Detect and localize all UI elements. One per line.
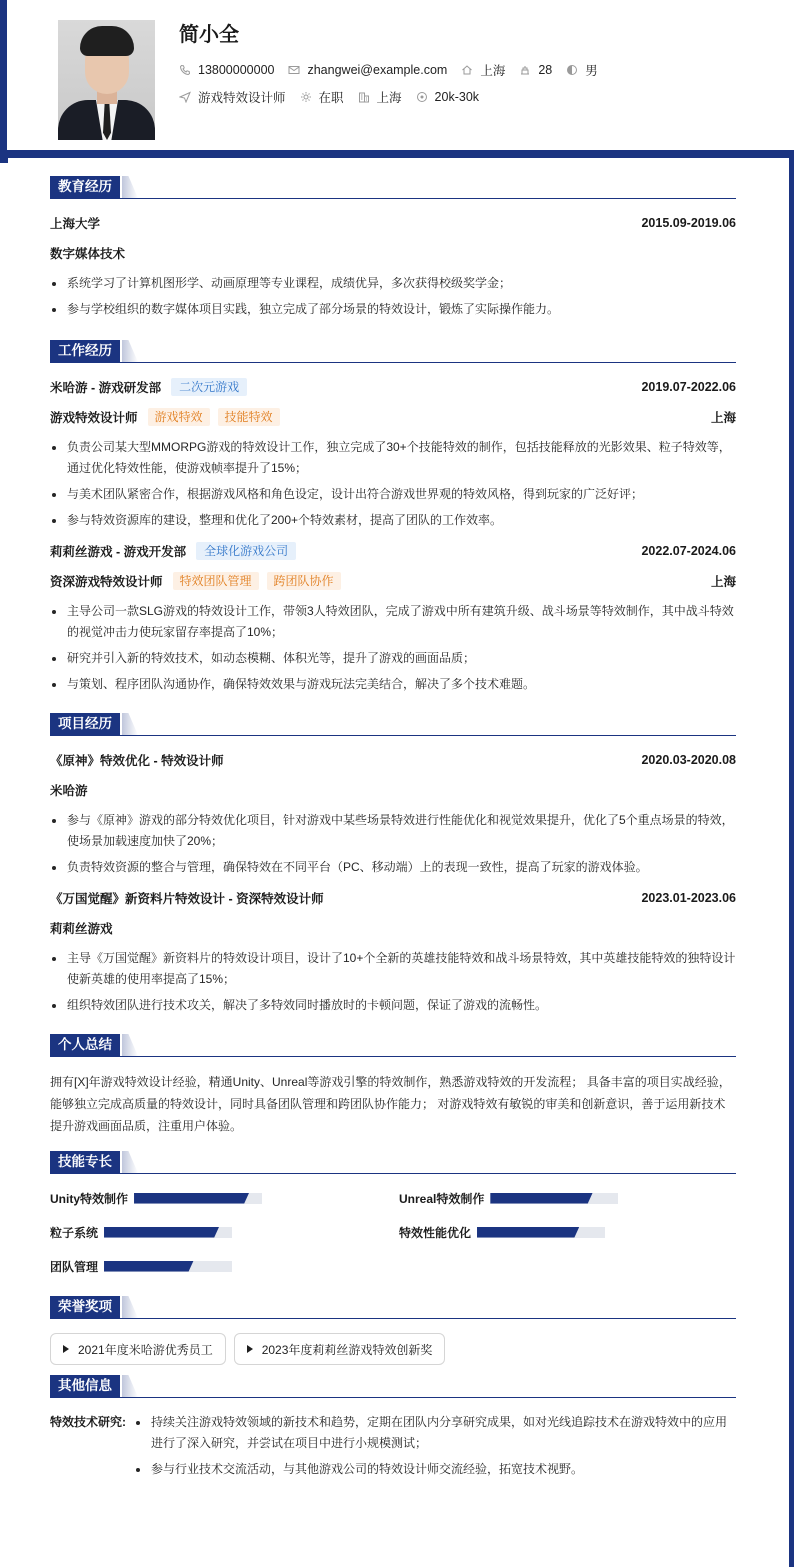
education-section: [50, 176, 736, 320]
section-title: [50, 1034, 736, 1057]
list-item: 与美术团队紧密合作，根据游戏风格和角色设定，设计出符合游戏世界观的特效风格，得到玩家的广泛好评；: [50, 484, 736, 505]
phone-item: [179, 63, 274, 77]
skill-bar-fill: [477, 1227, 579, 1238]
project-entry: [50, 888, 736, 1016]
project-org-row: [50, 780, 736, 800]
skills-grid: [50, 1188, 736, 1276]
job-position: 游戏特效设计师: [50, 411, 138, 425]
location-item: [461, 61, 505, 79]
project-org: 莉莉丝游戏: [50, 922, 113, 936]
job-bullets: [50, 601, 736, 695]
project-period: 2020.03-2020.08: [641, 753, 736, 767]
award-item: [50, 1333, 226, 1365]
skill-bar-fill: [490, 1193, 592, 1204]
section-title-label: 教育经历: [50, 176, 120, 198]
other-bullets: [134, 1412, 736, 1485]
frame-header-bar: [0, 150, 794, 158]
section-title-tail: [122, 1375, 138, 1397]
gender-text: 男: [585, 64, 598, 78]
project-name: 《万国觉醒》新资料片特效设计 - 资深特效设计师: [50, 892, 324, 906]
candidate-name: 简小全: [179, 24, 239, 46]
email-item: [288, 63, 447, 77]
section-title-tail: [122, 176, 138, 198]
frame-corner: [0, 158, 8, 163]
skill-bar: [104, 1227, 232, 1238]
skill-tag: 跨团队协作: [267, 572, 341, 590]
project-period: 2023.01-2023.06: [641, 891, 736, 905]
section-title-tail: [122, 1151, 138, 1173]
list-item: 参与特效资源库的建设，整理和优化了200+个特效素材，提高了团队的工作效率。: [50, 510, 736, 531]
skill-bar: [490, 1193, 618, 1204]
job-entry: [50, 377, 736, 531]
skill-name: 特效性能优化: [399, 1225, 472, 1240]
job-bullets: [50, 437, 736, 531]
work-city-item: [358, 88, 402, 106]
project-org: 米哈游: [50, 784, 88, 798]
job-sub: [50, 407, 736, 427]
contact-row: [179, 61, 612, 79]
salary-item: [416, 90, 479, 104]
age-item: [519, 63, 552, 77]
resume-header: [7, 0, 794, 150]
location-icon: [461, 64, 473, 76]
awards-list: [50, 1333, 736, 1365]
section-title-label: 其他信息: [50, 1375, 120, 1397]
skill-tag: 游戏特效: [148, 408, 210, 426]
company-tag: 二次元游戏: [171, 378, 247, 396]
skill-item: [50, 1222, 399, 1242]
major-name: 数字媒体技术: [50, 247, 126, 261]
age-icon: [519, 64, 531, 76]
project-name: 《原神》特效优化 - 特效设计师: [50, 754, 224, 768]
other-row: [50, 1412, 736, 1485]
phone-text: 13800000000: [198, 63, 275, 77]
project-entry: [50, 750, 736, 878]
list-item: 研究并引入新的特效技术，如动态模糊、体积光等，提升了游戏的画面品质；: [50, 648, 736, 669]
major-row: [50, 243, 736, 263]
age-text: 28: [538, 63, 553, 77]
skill-item: [399, 1222, 736, 1242]
education-bullets: [50, 273, 736, 320]
summary-text: 拥有[X]年游戏特效设计经验，精通Unity、Unreal等游戏引擎的特效制作，熟悉游戏特效的开发流程； 具备丰富的项目实战经验，能够独立完成高质量的特效设计，同时具备团队管理和跨团队协作能力； 对游戏特效有敏锐的审美和创新意识，善于运用新技术提升游戏画面品质，注重用户体验。: [50, 1075, 731, 1133]
section-title: [50, 1296, 736, 1319]
project-bullets: [50, 948, 736, 1016]
section-title: [50, 713, 736, 736]
company-name: 米哈游 - 游戏研发部: [50, 381, 162, 395]
list-item: 负责公司某大型MMORPG游戏的特效设计工作，独立完成了30+个技能特效的制作，包括技能释放的光影效果、粒子特效等，通过优化特效性能，使游戏帧率提升了15%；: [50, 437, 736, 479]
project-org-row: [50, 918, 736, 938]
section-title-tail: [122, 1034, 138, 1056]
section-title: [50, 1151, 736, 1174]
job-target-item: [179, 88, 286, 106]
salary-icon: [416, 91, 428, 103]
skill-name: 团队管理: [50, 1259, 99, 1274]
list-item: 参与《原神》游戏的部分特效优化项目，针对游戏中某些场景特效进行性能优化和视觉效果提升，优化了5个重点场景的特效，使场景加载速度加快了20%；: [50, 810, 736, 852]
location-text: 上海: [480, 64, 506, 78]
job-sub: [50, 571, 736, 591]
salary-text: 20k-30k: [434, 90, 480, 104]
education-period: 2015.09-2019.06: [641, 216, 736, 230]
job-target-text: 游戏特效设计师: [198, 91, 286, 105]
company-name: 莉莉丝游戏 - 游戏开发部: [50, 545, 187, 559]
phone-icon: [179, 64, 191, 76]
projects-section: [50, 713, 736, 1016]
frame-left-bar: [0, 0, 7, 150]
section-title-label: 荣誉奖项: [50, 1296, 120, 1318]
education-row: [50, 213, 736, 233]
skill-tag: 特效团队管理: [173, 572, 259, 590]
work-section: [50, 340, 736, 695]
skill-bar: [104, 1261, 232, 1272]
award-text: 2021年度米哈游优秀员工: [78, 1342, 213, 1357]
job-head: [50, 377, 736, 397]
skill-name: Unreal特效制作: [399, 1191, 485, 1206]
skill-name: Unity特效制作: [50, 1191, 129, 1206]
section-title-label: 个人总结: [50, 1034, 120, 1056]
job-company-group: [50, 542, 296, 560]
list-item: 系统学习了计算机图形学、动画原理等专业课程，成绩优异，多次获得校级奖学金；: [50, 273, 736, 294]
resume-body: [50, 176, 736, 1485]
section-title: [50, 340, 736, 363]
list-item: 主导公司一款SLG游戏的特效设计工作，带领3人特效团队，完成了游戏中所有建筑升级、战斗场景等特效制作，其中战斗特效的视觉冲击力使玩家留存率提高了10%；: [50, 601, 736, 643]
project-head: [50, 750, 736, 770]
job-city: 上海: [710, 575, 736, 589]
project-head: [50, 888, 736, 908]
school-name: 上海大学: [50, 217, 101, 231]
skill-bar: [134, 1193, 262, 1204]
job-period: 2019.07-2022.06: [641, 380, 736, 394]
skill-name: 粒子系统: [50, 1225, 99, 1240]
section-title: [50, 176, 736, 199]
building-icon: [358, 91, 370, 103]
other-key: 特效技术研究:: [50, 1415, 126, 1429]
skills-section: [50, 1151, 736, 1276]
other-section: [50, 1375, 736, 1485]
summary-section: [50, 1034, 736, 1137]
section-title-label: 工作经历: [50, 340, 120, 362]
skill-tag: 技能特效: [218, 408, 280, 426]
gender-item: [566, 61, 598, 79]
list-item: 组织特效团队进行技术攻关，解决了多特效同时播放时的卡顿问题，保证了游戏的流畅性。: [50, 995, 736, 1016]
frame-right-bar: [789, 150, 794, 1567]
triangle-icon: [247, 1345, 253, 1353]
job-period: 2022.07-2024.06: [641, 544, 736, 558]
skill-bar-fill: [104, 1227, 219, 1238]
section-title-tail: [122, 340, 138, 362]
job-position: 资深游戏特效设计师: [50, 575, 163, 589]
skill-bar-fill: [134, 1193, 249, 1204]
list-item: 参与行业技术交流活动，与其他游戏公司的特效设计师交流经验，拓宽技术视野。: [134, 1459, 736, 1480]
section-title: [50, 1375, 736, 1398]
job-position-group: [50, 572, 341, 590]
job-head: [50, 541, 736, 561]
list-item: 参与学校组织的数字媒体项目实践，独立完成了部分场景的特效设计，锻炼了实际操作能力。: [50, 299, 736, 320]
list-item: 负责特效资源的整合与管理，确保特效在不同平台（PC、移动端）上的表现一致性，提高了玩家的游戏体验。: [50, 857, 736, 878]
gender-icon: [566, 64, 578, 76]
list-item: 与策划、程序团队沟通协作，确保特效效果与游戏玩法完美结合，解决了多个技术难题。: [50, 674, 736, 695]
gear-icon: [300, 91, 312, 103]
section-title-tail: [122, 713, 138, 735]
skill-bar: [477, 1227, 605, 1238]
job-position-group: [50, 408, 280, 426]
status-text: 在职: [318, 91, 344, 105]
send-icon: [179, 91, 191, 103]
triangle-icon: [63, 1345, 69, 1353]
status-item: [300, 88, 344, 106]
award-text: 2023年度莉莉丝游戏特效创新奖: [261, 1342, 433, 1357]
company-tag: 全球化游戏公司: [196, 542, 296, 560]
section-title-label: 技能专长: [50, 1151, 120, 1173]
email-text: zhangwei@example.com: [307, 63, 448, 77]
job-entry: [50, 541, 736, 695]
section-title-tail: [122, 1296, 138, 1318]
awards-section: [50, 1296, 736, 1365]
skill-item: [50, 1188, 399, 1208]
work-city-text: 上海: [376, 91, 402, 105]
list-item: 持续关注游戏特效领域的新技术和趋势，定期在团队内分享研究成果，如对光线追踪技术在游戏特效中的应用进行了深入研究，并尝试在项目中进行小规模测试；: [134, 1412, 736, 1454]
skill-item: [399, 1188, 736, 1208]
job-intent-row: [179, 88, 493, 106]
email-icon: [288, 64, 300, 76]
section-title-label: 项目经历: [50, 713, 120, 735]
job-company-group: [50, 378, 247, 396]
award-item: [234, 1333, 446, 1365]
avatar: [58, 20, 155, 140]
skill-item: [50, 1256, 399, 1276]
skill-bar-fill: [104, 1261, 194, 1272]
job-city: 上海: [710, 411, 736, 425]
project-bullets: [50, 810, 736, 878]
list-item: 主导《万国觉醒》新资料片的特效设计项目，设计了10+个全新的英雄技能特效和战斗场景特效，其中英雄技能特效的独特设计使新英雄的使用率提高了15%；: [50, 948, 736, 990]
